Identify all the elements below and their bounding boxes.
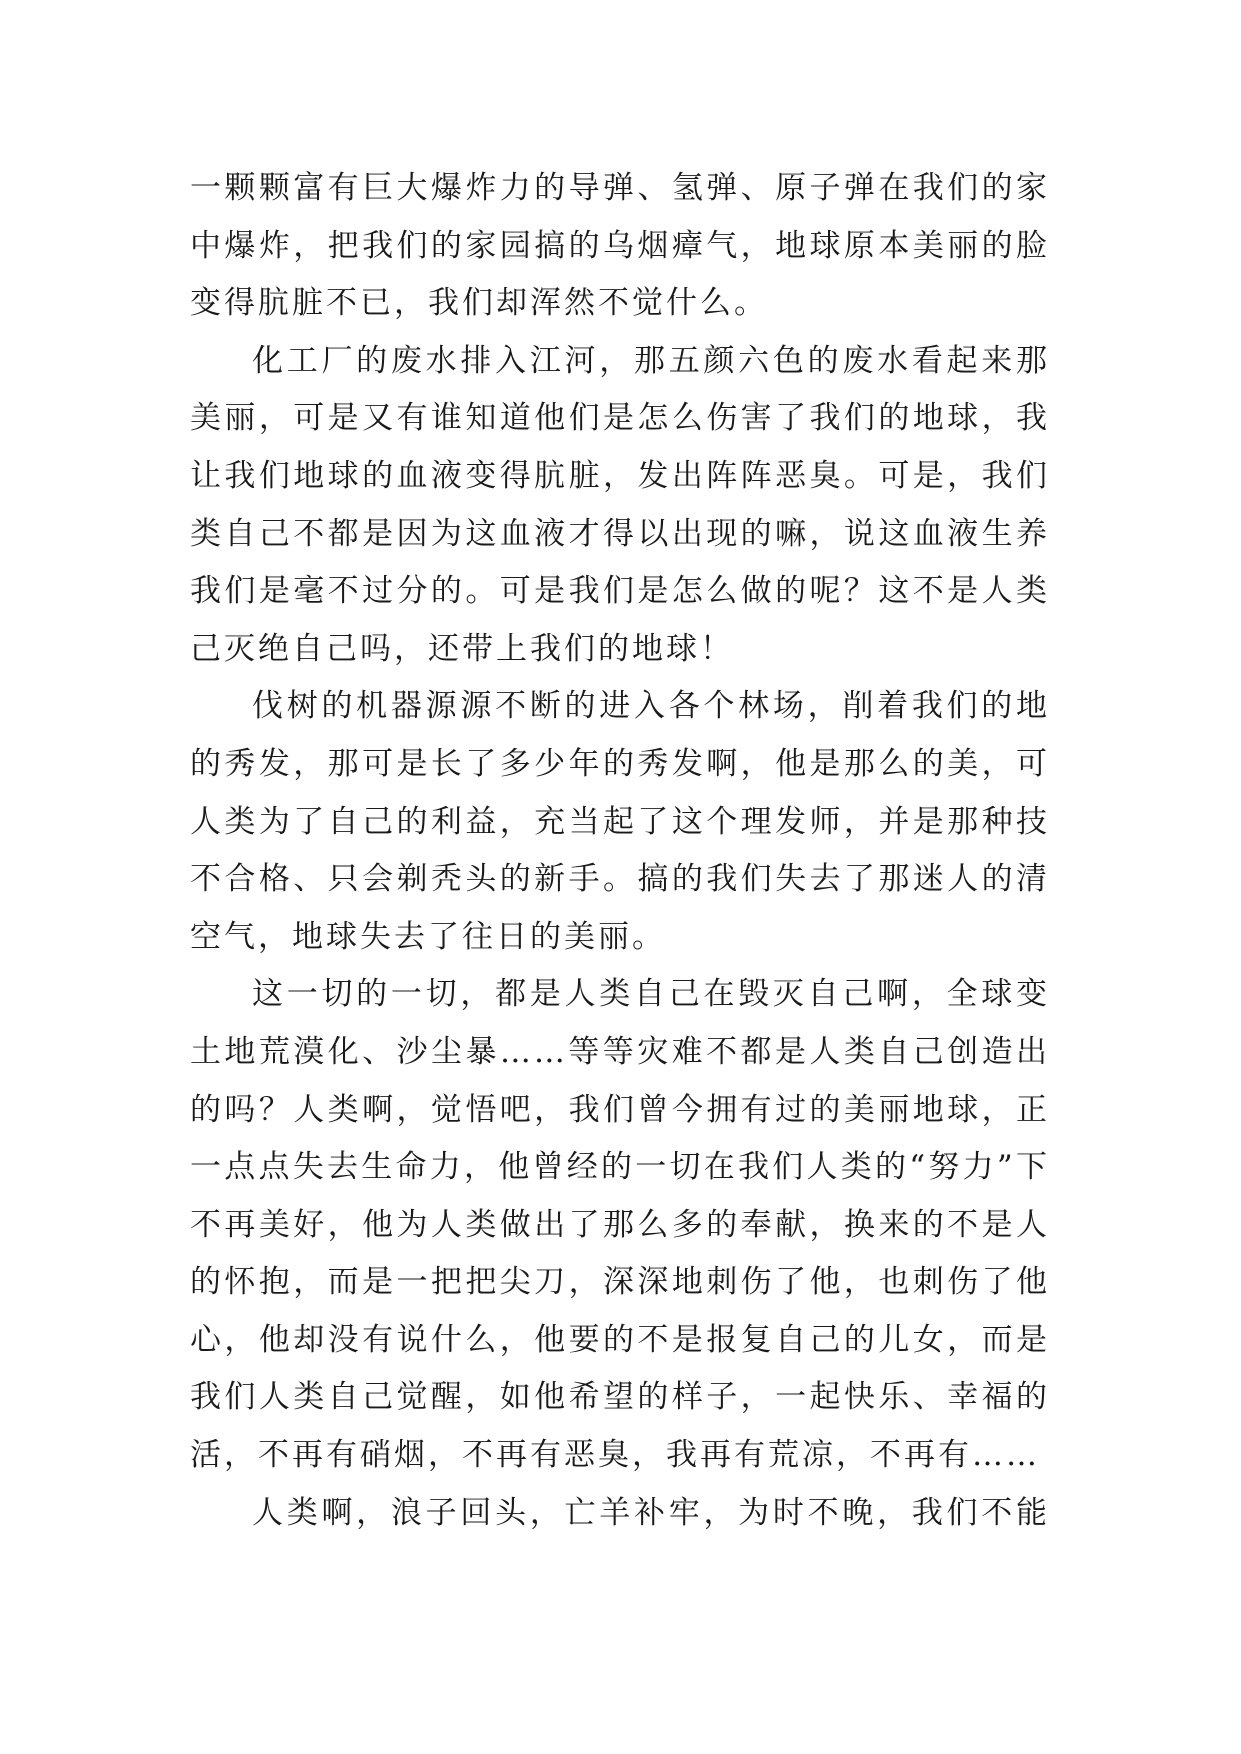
text-line: 类自己不都是因为这血液才得以出现的嘛，说这血液生养 [190,515,1050,552]
text-line: 的怀抱，而是一把把尖刀，深深地刺伤了他，也刺伤了他 [190,1264,1050,1301]
text-line: 变得肮脏不已，我们却浑然不觉什么。 [190,285,768,322]
text-line: 不再美好，他为人类做出了那么多的奉献，换来的不是人 [190,1206,1050,1243]
text-line: 中爆炸，把我们的家园搞的乌烟瘴气，地球原本美丽的脸 [190,227,1050,264]
text-line: 化工厂的废水排入江河，那五颜六色的废水看起来那 [252,342,1050,379]
text-line: 人类为了自己的利益，充当起了这个理发师，并是那种技 [190,803,1050,840]
text-line: 一点点失去生命力，他曾经的一切在我们人类的“努力”下 [190,1149,1050,1186]
text-line: 不合格、只会剃秃头的新手。搞的我们失去了那迷人的清 [190,861,1050,898]
text-line: 的秀发，那可是长了多少年的秀发啊，他是那么的美，可 [190,745,1050,782]
text-line: 我们人类自己觉醒，如他希望的样子，一起快乐、幸福的 [190,1379,1050,1416]
text-line: 一颗颗富有巨大爆炸力的导弹、氢弹、原子弹在我们的家 [190,170,1050,206]
text-line: 伐树的机器源源不断的进入各个林场，削着我们的地 [252,688,1050,725]
text-line: 美丽，可是又有谁知道他们是怎么伤害了我们的地球，我 [190,400,1050,437]
text-line: 让我们地球的血液变得肮脏，发出阵阵恶臭。可是，我们 [190,457,1050,494]
text-line: 活，不再有硝烟，不再有恶臭，我再有荒凉，不再有…… [190,1437,1040,1474]
text-line: 这一切的一切，都是人类自己在毁灭自己啊，全球变 [252,976,1050,1013]
text-line: 土地荒漠化、沙尘暴……等等灾难不都是人类自己创造出 [190,1033,1050,1070]
text-line: 心，他却没有说什么，他要的不是报复自己的儿女，而是 [190,1321,1050,1358]
text-line: 我们是毫不过分的。可是我们是怎么做的呢？这不是人类 [190,573,1050,610]
essay-text [190,160,1050,1542]
text-line: 己灭绝自己吗，还带上我们的地球！ [190,630,734,667]
text-line: 人类啊，浪子回头，亡羊补牢，为时不晚，我们不能 [252,1494,1050,1531]
text-line: 空气，地球失去了往日的美丽。 [190,918,666,955]
text-line: 的吗？人类啊，觉悟吧，我们曾今拥有过的美丽地球，正 [190,1091,1050,1128]
